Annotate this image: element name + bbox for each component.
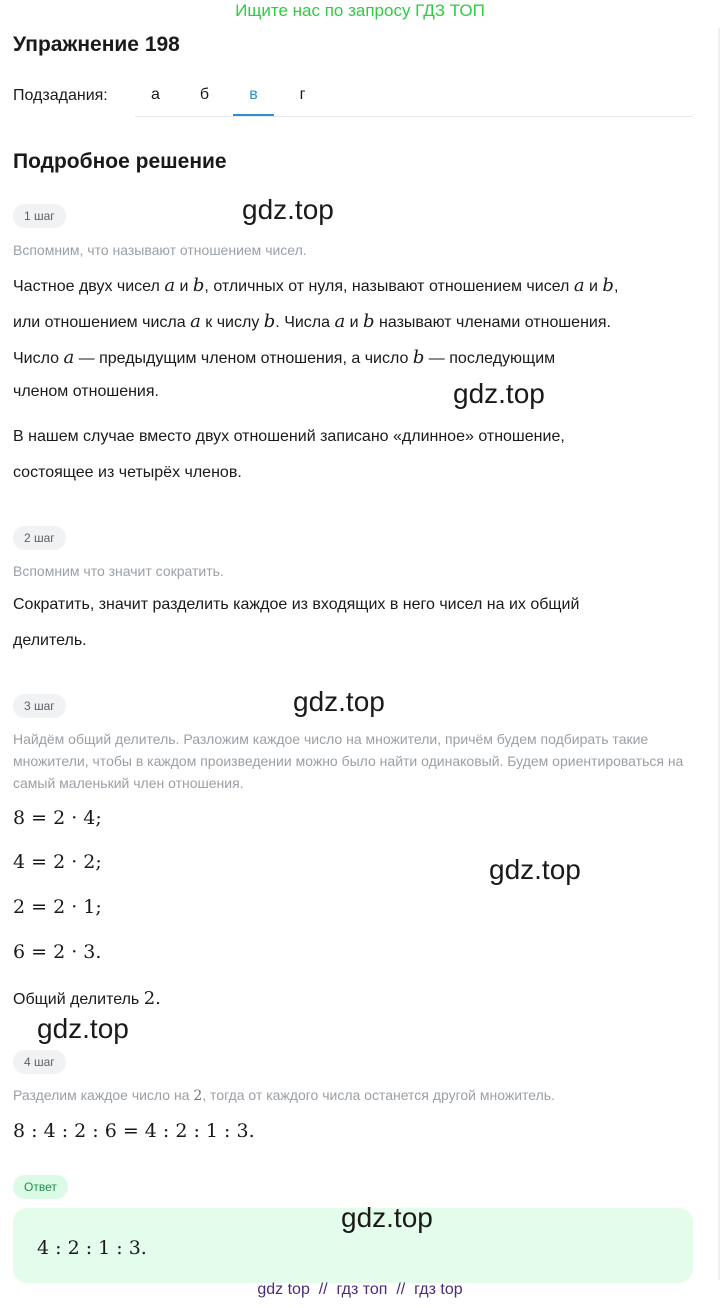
step-3-hint: Найдём общий делитель. Разложим каждое число на множители, причём будем подбирать такие множители, чтобы в каждом произведении можно было найти одинаковый. Будем ориентироваться на самый маленький член отношения. <box>13 731 684 791</box>
equation: 8 = 2 · 4; <box>13 807 102 829</box>
footer-link-gdz-top[interactable]: gdz top <box>257 1281 310 1298</box>
subtask-tabs <box>135 78 693 117</box>
section-title: Подробное решение <box>13 150 227 173</box>
watermark: gdz.top <box>489 854 581 885</box>
equation: 4 = 2 · 2; <box>13 851 102 873</box>
subtasks-label: Подзадания: <box>13 87 108 104</box>
step-1-line-1: Частное двух чисел a и b, отличных от нуля, называют отношением чисел a и b, <box>13 275 619 296</box>
watermark: gdz.top <box>242 194 334 225</box>
step-1-line-5: В нашем случае вместо двух отношений записано «длинное» отношение, <box>13 428 565 445</box>
footer-separator: // <box>396 1281 406 1298</box>
tab-v[interactable]: в <box>233 78 274 116</box>
step-2-line-1: Сократить, значит разделить каждое из входящих в него чисел на их общий <box>13 596 580 613</box>
step-1-badge: 1 шаг <box>13 204 66 228</box>
step-1-line-4: членом отношения. <box>13 383 159 400</box>
step-1-hint: Вспомним, что называют отношением чисел. <box>13 242 307 258</box>
top-banner: Ищите нас по запросу ГДЗ ТОП <box>235 1 485 20</box>
common-divisor-line: Общий делитель 2. <box>13 988 161 1009</box>
ratio-equation: 8 : 4 : 2 : 6 = 4 : 2 : 1 : 3. <box>13 1120 255 1142</box>
watermark: gdz.top <box>453 378 545 409</box>
step-1-line-6: состоящее из четырёх членов. <box>13 464 242 481</box>
equation: 6 = 2 · 3. <box>13 941 102 963</box>
watermark: gdz.top <box>293 686 385 717</box>
step-1-line-2: или отношением числа a к числу b. Числа a и b называют членами отношения. <box>13 311 611 332</box>
equation: 2 = 2 · 1; <box>13 896 102 918</box>
tab-b[interactable]: б <box>199 86 210 103</box>
watermark: gdz.top <box>341 1202 433 1233</box>
footer-links <box>0 1281 720 1299</box>
step-1-line-3: Число a — предыдущим членом отношения, а число b — последующим <box>13 347 556 368</box>
page-title: Упражнение 198 <box>13 33 180 56</box>
step-2-badge: 2 шаг <box>13 526 66 550</box>
answer-value: 4 : 2 : 1 : 3. <box>37 1237 147 1259</box>
tab-a[interactable]: а <box>151 86 160 103</box>
step-4-hint: Разделим каждое число на 2, тогда от каждого числа останется другой множитель. <box>13 1087 555 1104</box>
answer-badge: Ответ <box>13 1175 68 1199</box>
step-3-badge: 3 шаг <box>13 694 66 718</box>
footer-link-gdz-top-ru[interactable]: гдз топ <box>336 1281 388 1298</box>
step-2-hint: Вспомним что значит сократить. <box>13 563 224 579</box>
tab-g[interactable]: г <box>299 86 306 103</box>
footer-link-gdz-top-mixed[interactable]: гдз top <box>414 1281 463 1298</box>
step-2-line-2: делитель. <box>13 632 87 649</box>
step-4-badge: 4 шаг <box>13 1050 66 1074</box>
watermark: gdz.top <box>37 1013 129 1044</box>
footer-separator: // <box>318 1281 328 1298</box>
